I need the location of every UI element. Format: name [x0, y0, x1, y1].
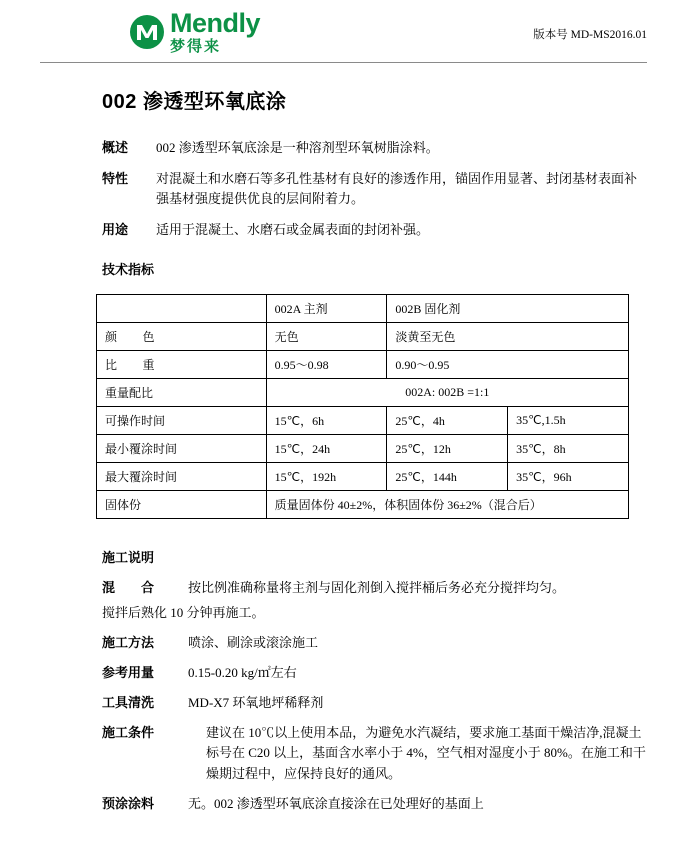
construction-value: 0.15-0.20 kg/㎡左右 — [188, 664, 297, 680]
header-divider — [40, 62, 647, 63]
intro-value: 对混凝土和水磨石等多孔性基材有良好的渗透作用，锚固作用显著、封闭基材表面补强基材强度提供优良的层间附着力。 — [156, 171, 638, 207]
table-cell: 002A: 002B =1:1 — [266, 378, 628, 406]
table-row — [97, 462, 629, 490]
brand-text — [170, 10, 260, 54]
table-cell: 25℃，144h — [387, 462, 508, 490]
intro-value: 002 渗透型环氧底涂是一种溶剂型环氧树脂涂料。 — [156, 140, 439, 155]
construction-value: 无。002 渗透型环氧底涂直接涂在已处理好的基面上 — [188, 795, 484, 811]
table-row — [97, 322, 629, 350]
table-row — [97, 406, 629, 434]
intro-label: 用途 — [102, 222, 129, 238]
table-cell: 无色 — [266, 322, 387, 350]
intro-section — [102, 138, 647, 241]
construction-row-conditions — [102, 723, 647, 785]
construction-label: 施工方法 — [102, 635, 155, 651]
construction-section-title: 施工说明 — [102, 549, 155, 565]
intro-row-overview — [102, 138, 647, 158]
table-row — [97, 490, 629, 518]
brand-name-en: Mendly — [170, 8, 261, 38]
table-row — [97, 294, 629, 322]
table-row — [97, 378, 629, 406]
table-row-label: 最大覆涂时间 — [97, 462, 267, 490]
table-header-cell — [97, 294, 267, 322]
brand-name-cn: 梦得来 — [170, 38, 222, 55]
construction-value: MD-X7 环氧地坪稀释剂 — [188, 694, 324, 710]
table-row-label: 固体份 — [97, 490, 267, 518]
table-cell: 25℃，12h — [387, 434, 508, 462]
intro-label: 特性 — [102, 171, 129, 187]
intro-row-features — [102, 169, 647, 209]
m-monogram-icon — [130, 15, 164, 49]
intro-label: 概述 — [102, 140, 129, 155]
construction-label: 混 合 — [102, 579, 155, 595]
construction-mixing-note: 搅拌后熟化 10 分钟再施工。 — [102, 605, 265, 621]
construction-row-method — [102, 633, 647, 654]
page-title: 002 渗透型环氧底涂 — [102, 91, 287, 113]
table-row-label: 可操作时间 — [97, 406, 267, 434]
table-header-cell: 002A 主剂 — [266, 294, 387, 322]
table-cell: 15℃，24h — [266, 434, 387, 462]
table-row-label: 重量配比 — [97, 378, 267, 406]
construction-value: 喷涂、刷涂或滚涂施工 — [188, 635, 319, 651]
table-row-label: 比 重 — [97, 350, 267, 378]
construction-row-cleaning — [102, 693, 647, 714]
document-header — [40, 0, 647, 56]
construction-label: 施工条件 — [102, 724, 155, 740]
table-header-cell: 002B 固化剂 — [387, 294, 629, 322]
table-cell: 15℃，6h — [266, 406, 387, 434]
construction-label: 预涂涂料 — [102, 795, 155, 811]
brand-logo — [130, 10, 260, 54]
construction-row-coverage — [102, 663, 647, 684]
table-cell: 35℃，96h — [508, 462, 629, 490]
table-row — [97, 350, 629, 378]
table-cell: 15℃，192h — [266, 462, 387, 490]
construction-row-precoat — [102, 794, 647, 815]
spec-table — [96, 294, 629, 519]
table-row-label: 最小覆涂时间 — [97, 434, 267, 462]
table-cell: 质量固体份 40±2%，体积固体份 36±2%（混合后） — [266, 490, 628, 518]
intro-row-usage — [102, 220, 647, 240]
document-version: 版本号 MD-MS2016.01 — [533, 29, 647, 41]
table-cell: 0.90～0.95 — [387, 350, 629, 378]
table-cell: 25℃，4h — [387, 406, 508, 434]
table-cell: 35℃，8h — [508, 434, 629, 462]
construction-value: 建议在 10℃以上使用本品，为避免水汽凝结，要求施工基面干燥洁净,混凝土标号在 C20 以上，基面含水率小于 4%，空气相对湿度小于 80%。在施工和干燥期过程中，应保持良好的通风。 — [206, 724, 646, 782]
construction-label: 参考用量 — [102, 664, 155, 680]
intro-value: 适用于混凝土、水磨石或金属表面的封闭补强。 — [156, 222, 430, 238]
table-row-label: 颜 色 — [97, 322, 267, 350]
construction-value: 按比例准确称量将主剂与固化剂倒入搅拌桶后务必充分搅拌均匀。 — [188, 579, 566, 595]
construction-section — [102, 578, 647, 815]
table-cell: 35℃,1.5h — [508, 406, 629, 434]
spec-section-title: 技术指标 — [102, 261, 155, 277]
construction-label: 工具清洗 — [102, 694, 155, 710]
table-cell: 淡黄至无色 — [387, 322, 629, 350]
table-row — [97, 434, 629, 462]
table-cell: 0.95～0.98 — [266, 350, 387, 378]
construction-row-mixing — [102, 578, 647, 599]
